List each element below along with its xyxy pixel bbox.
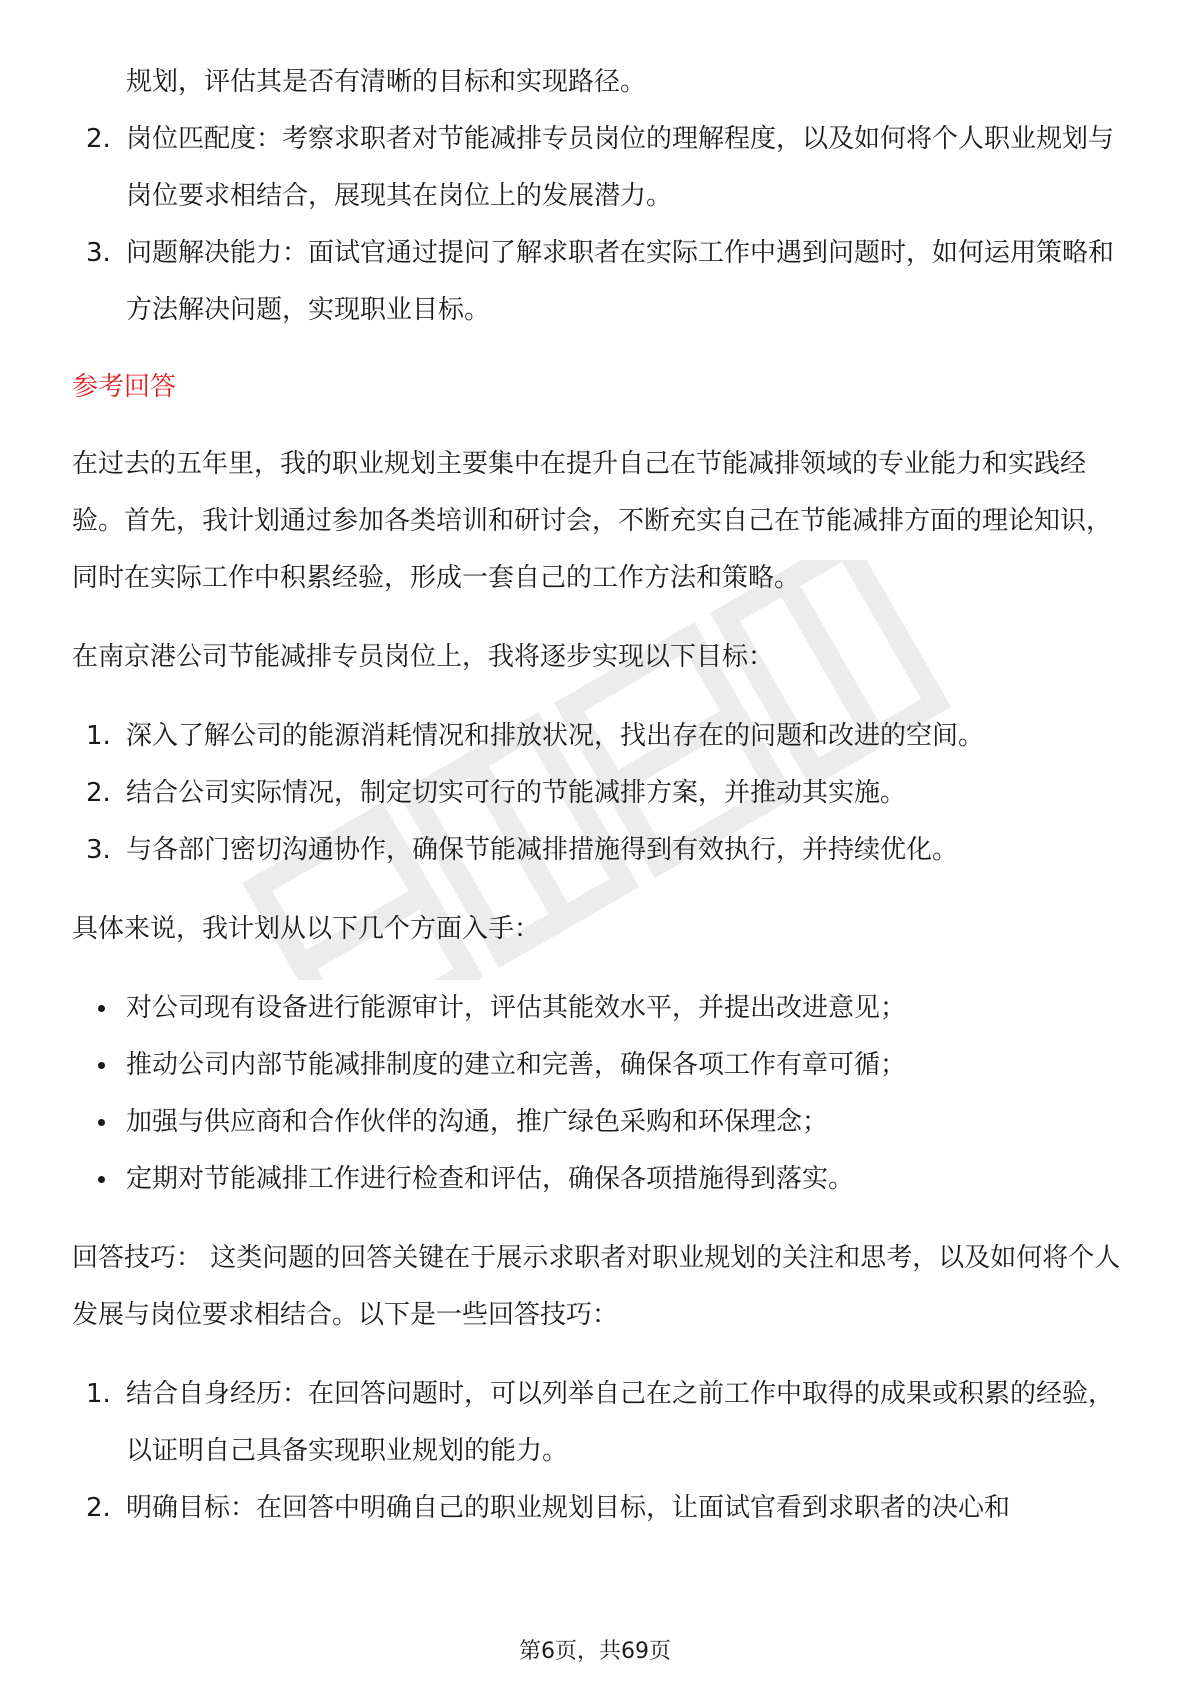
list-item-text: 深入了解公司的能源消耗情况和排放状况，找出存在的问题和改进的空间。 xyxy=(126,721,985,751)
list-number: 1. xyxy=(86,1379,111,1409)
list-item-text: 问题解决能力：面试官通过提问了解求职者在实际工作中遇到问题时，如何运用策略和方法解决问题，实现职业目标。 xyxy=(126,238,1115,325)
list-item xyxy=(72,708,1132,765)
list-item xyxy=(72,1366,1132,1480)
list-item-text: 结合自身经历：在回答问题时，可以列举自己在之前工作中取得的成果或积累的经验，以证明自己具备实现职业规划的能力。 xyxy=(126,1379,1115,1466)
list-item xyxy=(72,822,1132,879)
list-item-text: 与各部门密切沟通协作，确保节能减排措施得到有效执行，并持续优化。 xyxy=(126,835,959,865)
plan-bullet-list xyxy=(72,980,1132,1208)
list-item xyxy=(72,1151,1132,1208)
list-number: 2. xyxy=(86,124,111,154)
bullet-icon xyxy=(98,1005,105,1012)
list-item-text: 对公司现有设备进行能源审计，评估其能效水平，并提出改进意见； xyxy=(126,993,907,1023)
list-item xyxy=(72,765,1132,822)
list-item xyxy=(72,225,1132,339)
paragraph: 具体来说，我计划从以下几个方面入手： xyxy=(72,914,541,944)
list-item-text: 结合公司实际情况，制定切实可行的节能减排方案，并推动其实施。 xyxy=(126,778,907,808)
page-number-footer: 第6页，共69页 xyxy=(519,1639,671,1664)
section-title-reference: 参考回答 xyxy=(72,372,177,402)
list-item xyxy=(72,1480,1132,1537)
list-item xyxy=(72,1037,1132,1094)
bullet-icon xyxy=(98,1062,105,1069)
paragraph: 在南京港公司节能减排专员岗位上，我将逐步实现以下目标： xyxy=(72,642,775,672)
list-item-text: 推动公司内部节能减排制度的建立和完善，确保各项工作有章可循； xyxy=(126,1050,907,1080)
list-item xyxy=(72,980,1132,1037)
document-page xyxy=(72,54,1132,1537)
list-number: 3. xyxy=(86,238,111,268)
list-item-text: 岗位匹配度：考察求职者对节能减排专员岗位的理解程度，以及如何将个人职业规划与岗位要求相结合，展现其在岗位上的发展潜力。 xyxy=(126,124,1115,211)
list-item-text: 明确目标：在回答中明确自己的职业规划目标，让面试官看到求职者的决心和 xyxy=(126,1493,1011,1523)
list-number: 1. xyxy=(86,721,111,751)
paragraph: 回答技巧： 这类问题的回答关键在于展示求职者对职业规划的关注和思考，以及如何将个人发展与岗位要求相结合。以下是一些回答技巧： xyxy=(72,1243,1121,1330)
list-item xyxy=(72,1094,1132,1151)
goals-numbered-list xyxy=(72,708,1132,879)
list-item-text: 定期对节能减排工作进行检查和评估，确保各项措施得到落实。 xyxy=(126,1164,855,1194)
list-number: 2. xyxy=(86,1493,111,1523)
paragraph: 在过去的五年里，我的职业规划主要集中在提升自己在节能减排领域的专业能力和实践经验。首先，我计划通过参加各类培训和研讨会，不断充实自己在节能减排方面的理论知识，同时在实际工作中积累经验，形成一套自己的工作方法和策略。 xyxy=(72,449,1113,593)
bullet-icon xyxy=(98,1176,105,1183)
bullet-icon xyxy=(98,1119,105,1126)
list-number: 2. xyxy=(86,778,111,808)
intro-numbered-list xyxy=(72,111,1132,339)
list-item xyxy=(72,111,1132,225)
list-continuation: 规划，评估其是否有清晰的目标和实现路径。 xyxy=(126,67,647,97)
list-item-text: 加强与供应商和合作伙伴的沟通，推广绿色采购和环保理念； xyxy=(126,1107,829,1137)
tips-numbered-list xyxy=(72,1366,1132,1537)
list-number: 3. xyxy=(86,835,111,865)
